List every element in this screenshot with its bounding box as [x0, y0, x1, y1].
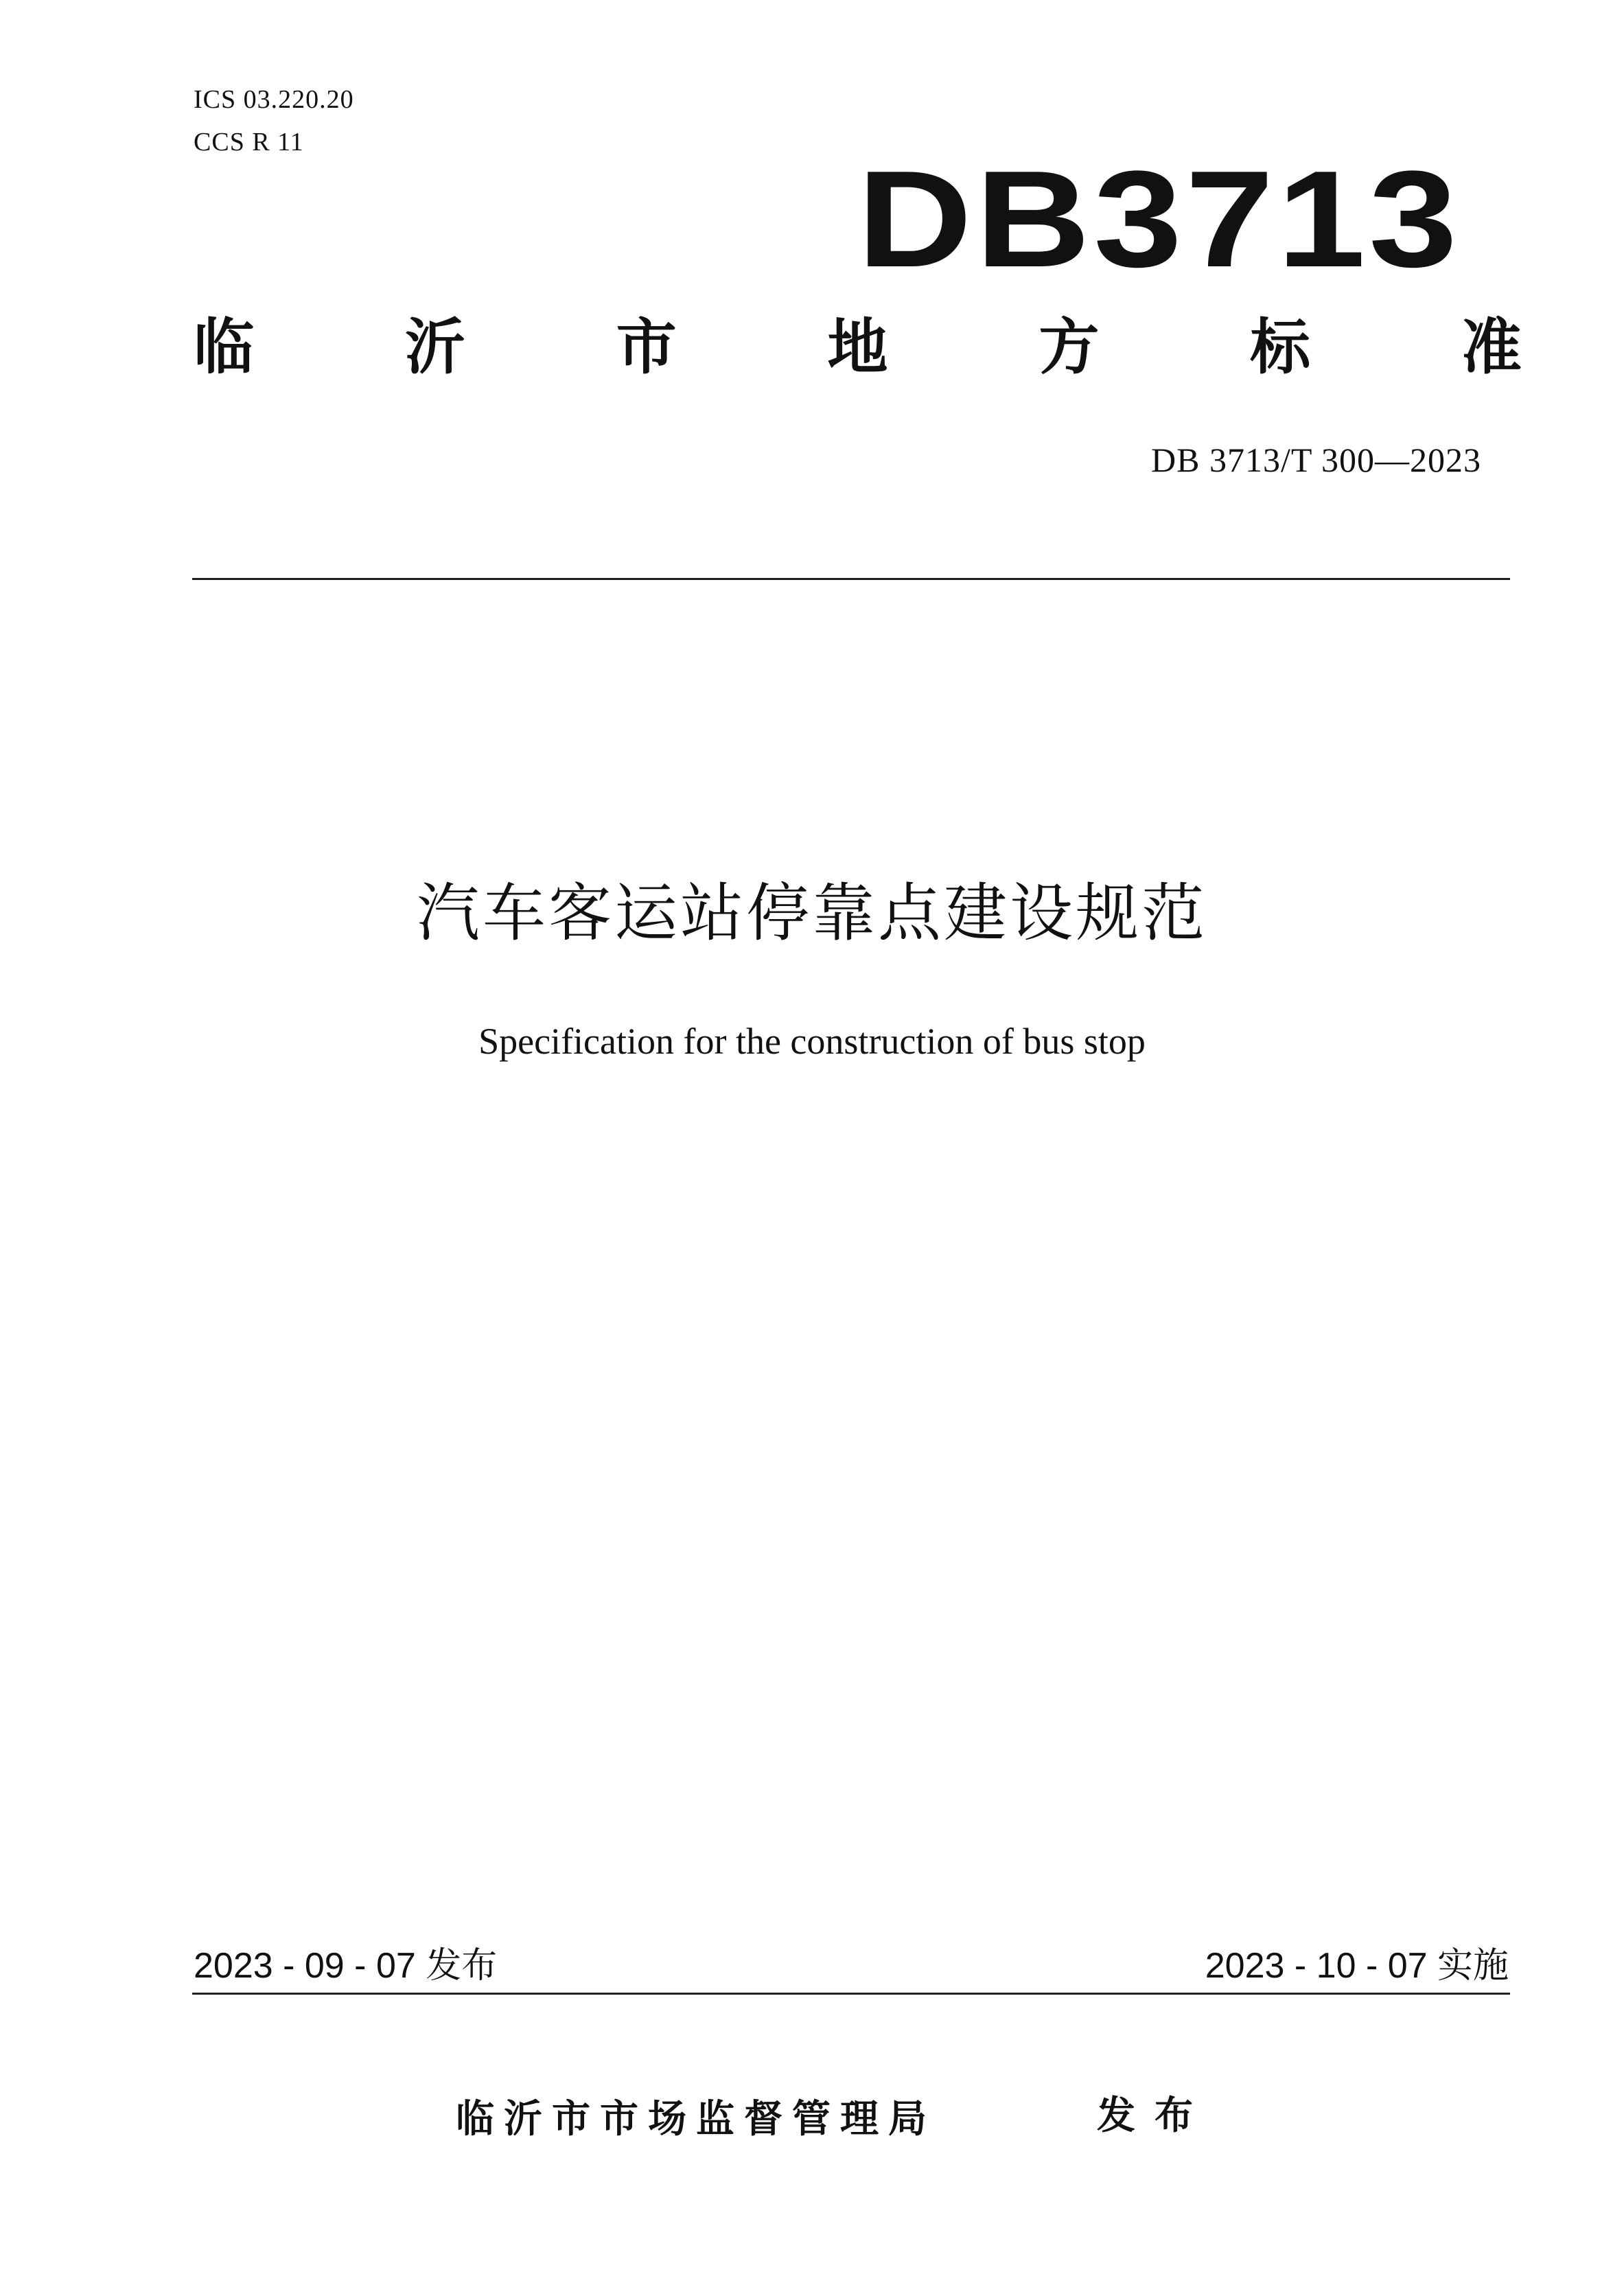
ccs-code: CCS R 11	[194, 128, 304, 156]
standard-type-char: 临	[194, 312, 255, 382]
standard-type-char: 方	[1039, 312, 1100, 382]
implementation-date: 2023 - 10 - 07 实施	[1205, 1946, 1509, 1986]
standard-code: DB3713	[857, 143, 1461, 296]
standard-type	[194, 312, 1522, 382]
standard-type-char: 沂	[404, 312, 465, 382]
standard-number: DB 3713/T 300—2023	[1151, 441, 1481, 479]
issuing-authority: 临沂市市场监督管理局	[456, 2097, 936, 2142]
standard-type-char: 市	[616, 312, 677, 382]
top-divider	[192, 578, 1510, 580]
standard-type-char: 标	[1250, 312, 1311, 382]
bottom-divider	[192, 1993, 1510, 1995]
title-english: Specification for the construction of bus stop	[478, 1021, 1146, 1062]
issue-word: 发布	[1097, 2094, 1212, 2138]
title-chinese: 汽车客运站停靠点建设规范	[416, 877, 1207, 950]
standard-type-char: 地	[827, 312, 888, 382]
issue-date: 2023 - 09 - 07 发布	[194, 1946, 498, 1986]
ics-code: ICS 03.220.20	[194, 85, 354, 114]
standard-type-char: 准	[1461, 312, 1522, 382]
